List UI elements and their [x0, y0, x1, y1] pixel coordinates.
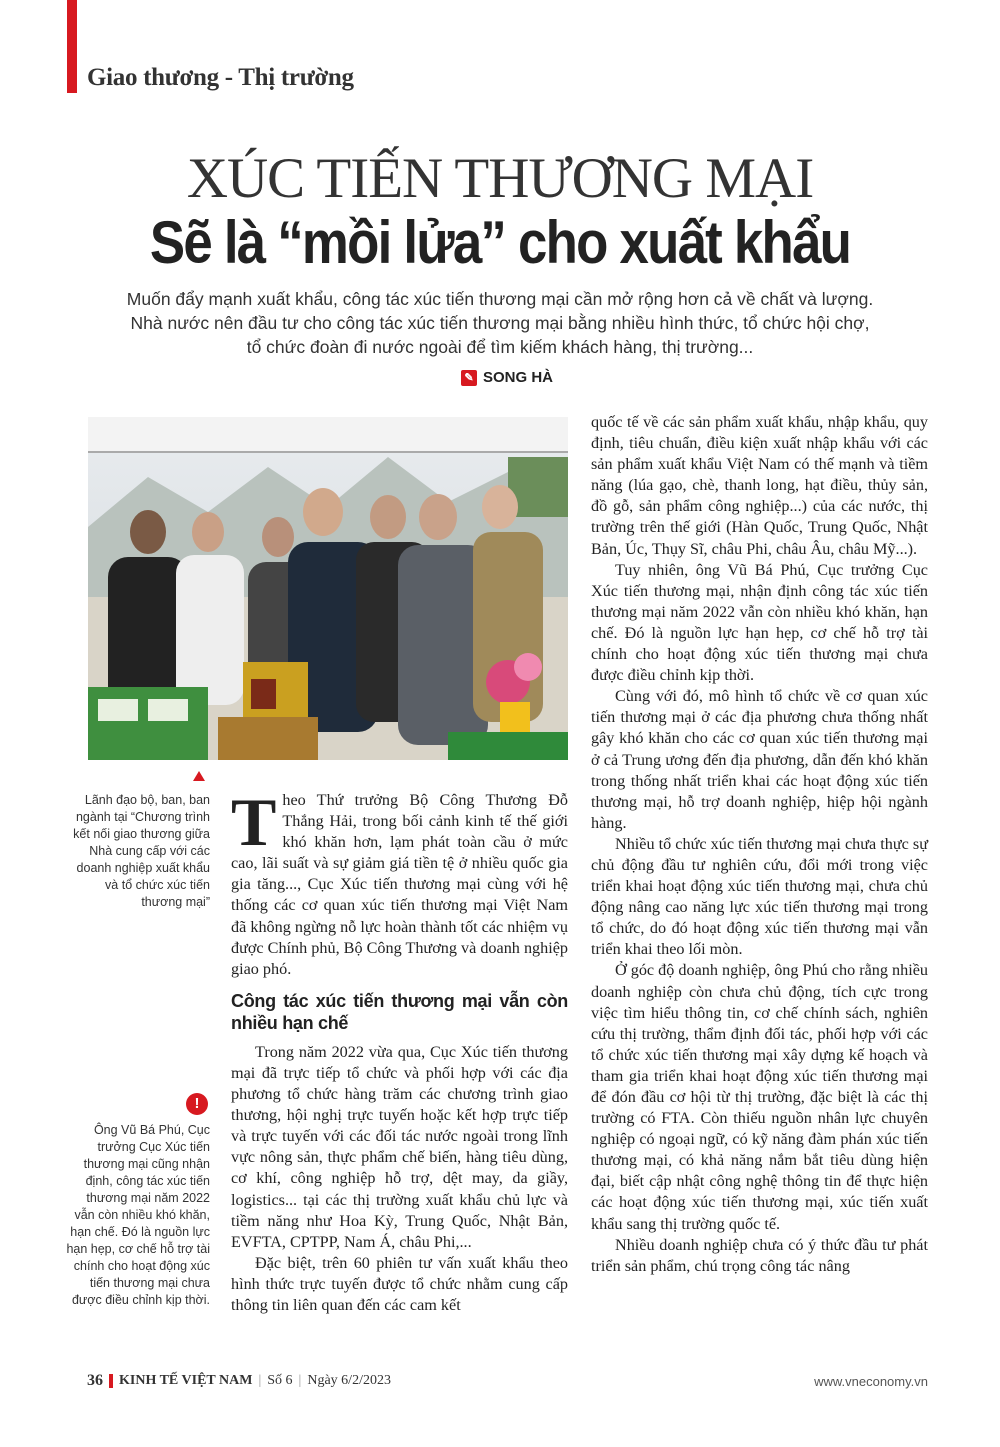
headline-line2: Sẽ là “mồi lửa” cho xuất khẩu — [149, 209, 851, 276]
byline — [461, 369, 553, 386]
article-column-2 — [231, 784, 568, 1316]
paragraph: Theo Thứ trưởng Bộ Công Thương Đỗ Thắng Hải, trong bối cảnh kinh tế thế giới khó khăn hơn, lạm phát toàn cầu ở mức cao, lãi suất và sự giảm giá tiền tệ ở nhiều quốc gia gia tăng..., Cục Xúc tiến thương mại cùng với hệ thống các cơ quan xúc tiến thương mại Việt Nam đã không ngừng nỗ lực hoàn thành tốt các nhiệm vụ được Chính phủ, Bộ Công Thương và doanh nghiệp giao phó. — [231, 784, 568, 978]
paragraph: Nhiều doanh nghiệp chưa có ý thức đầu tư phát triển sản phẩm, chú trọng công tác nâng — [591, 1235, 928, 1275]
author-name: SONG HÀ — [483, 369, 554, 386]
paragraph: Cùng với đó, mô hình tổ chức về cơ quan xúc tiến thương mại ở các địa phương chưa thống nhất gây khó khăn cho các cơ quan xúc tiến thương mại ở cả Trung ương đến địa phương, dẫn đến khó khăn trong thống nhất triển khai các hoạt động xúc tiến thương mại, hỗ trợ doanh nghiệp, hiệp hội ngành hàng. — [591, 687, 928, 832]
page-number: 36 — [87, 1372, 103, 1389]
section-label: Giao thương - Thị trường — [87, 64, 354, 91]
article-photo — [88, 417, 568, 760]
photo-illustration — [88, 417, 568, 760]
paragraph: Tuy nhiên, ông Vũ Bá Phú, Cục trưởng Cục Xúc tiến thương mại, nhận định công tác xúc tiến thương mại năm 2022 vẫn còn nhiều khó khăn, hạn chế. Đó là nguồn lực hạn hẹp, cơ chế hỗ trợ tài chính cho hoạt động xúc tiến thương mại chưa được điều chỉnh kịp thời. — [591, 560, 928, 685]
headline-line1: XÚC TIẾN THƯƠNG MẠI — [186, 147, 814, 210]
footer-accent-bar — [109, 1374, 113, 1388]
exclamation-icon: ! — [186, 1093, 208, 1115]
paragraph: Nhiều tổ chức xúc tiến thương mại chưa thực sự chủ động đầu tư nghiên cứu, đổi mới trong việc triển khai hoạt động xúc tiến thương mại, chưa chủ động nâng cao năng lực xúc tiến thương mại trong tổ chức, do đó hoạt động xúc tiến thương mại vẫn triển khai theo lối mòn. — [591, 834, 928, 959]
divider: | — [298, 1373, 302, 1388]
article-column-3 — [591, 412, 928, 1277]
drop-cap: T — [231, 784, 277, 860]
paragraph: Đặc biệt, trên 60 phiên tư vấn xuất khẩu theo hình thức trực tuyến được tổ chức nhằm cung cấp thông tin liên quan đến các cam kết — [231, 1253, 568, 1314]
pen-icon: ✎ — [461, 370, 477, 386]
caption-arrow-icon — [193, 771, 205, 781]
lead-paragraph: Muốn đẩy mạnh xuất khẩu, công tác xúc tiến thương mại cần mở rộng hơn cả về chất và lượng. Nhà nước nên đầu tư cho công tác xúc tiến thương mại bằng nhiều hình thức, tổ chức hội chợ, tổ chức đoàn đi nước ngoài để tìm kiếm khách hàng, thị trường... — [126, 289, 874, 357]
paragraph: Ở góc độ doanh nghiệp, ông Phú cho rằng nhiều doanh nghiệp còn chưa chủ động, tích cực trong việc tìm hiểu thông tin, cơ chế chính sách, nghiên cứu thị trường, thẩm định đối tác, phối hợp với các tổ chức xúc tiến thương mại xây dựng kế hoạch và tham gia triển khai hoạt động xúc tiến thương mại để đón đầu cơ hội từ thị trường, đặc biệt là các thị trường có FTA. Còn thiếu nguồn nhân lực chuyên nghiệp có ngoại ngữ, có kỹ năng đàm phán xúc tiến thương mại, có khả năng nắm bắt tiêu dùng hiện đại, biết cập nhật công nghệ thông tin để thực hiện các hoạt động xúc tiến thương mại, xúc tiến xuất khẩu sang thị trường quốc tế. — [591, 961, 928, 1233]
magazine-name: KINH TẾ VIỆT NAM — [119, 1373, 253, 1388]
issue-date: Ngày 6/2/2023 — [307, 1373, 391, 1388]
paragraph: quốc tế về các sản phẩm xuất khẩu, nhập khẩu, quy định, tiêu chuẩn, điều kiện xuất nhập khẩu với các sản phẩm xuất khẩu Việt Nam có thế mạnh và tiềm năng (lúa gạo, chè, thanh long, hạt điều, thủy sản, đồ gỗ, sản phẩm công nghiệp...) của các nước, thị trường trên thế giới (Hàn Quốc, Trung Quốc, Nhật Bản, Úc, Thụy Sĩ, châu Phi, châu Âu, châu Mỹ...). — [591, 413, 928, 558]
paragraph: Trong năm 2022 vừa qua, Cục Xúc tiến thương mại đã trực tiếp tổ chức và phối hợp với các địa phương tổ chức hàng trăm các chương trình giao thương, hội nghị trực tuyến hoặc kết hợp trực tiếp và trực tuyến với các đối tác nước ngoài trong lĩnh vực nông sản, thực phẩm chế biến, hàng tiêu dùng, cơ khí, công nghiệp hỗ trợ, dệt may, da giầy, logistics... tại các thị trường xuất khẩu chủ lực và tiềm năng như Hoa Kỳ, Trung Quốc, Nhật Bản, EVFTA, CPTPP, Nam Á, châu Phi,... — [231, 1042, 568, 1251]
page-footer — [87, 1372, 391, 1390]
website-url: www.vneconomy.vn — [814, 1374, 928, 1389]
issue-number: Số 6 — [267, 1373, 293, 1388]
divider: | — [258, 1373, 262, 1388]
subheading: Công tác xúc tiến thương mại vẫn còn nhiều hạn chế — [231, 990, 568, 1033]
photo-caption: Lãnh đạo bộ, ban, ban ngành tại “Chương trình kết nối giao thương giữa Nhà cung cấp với các doanh nghiệp xuất khẩu và tổ chức xúc tiến thương mại” — [73, 793, 210, 909]
pull-quote: Ông Vũ Bá Phú, Cục trưởng Cục Xúc tiến thương mại cũng nhận định, công tác xúc tiến thương mại năm 2022 vẫn còn nhiều khó khăn, hạn chế. Đó là nguồn lực hạn hẹp, cơ chế hỗ trợ tài chính cho hoạt động xúc tiến thương mại chưa được điều chỉnh kịp thời. — [66, 1123, 210, 1307]
section-accent-bar — [67, 0, 77, 93]
